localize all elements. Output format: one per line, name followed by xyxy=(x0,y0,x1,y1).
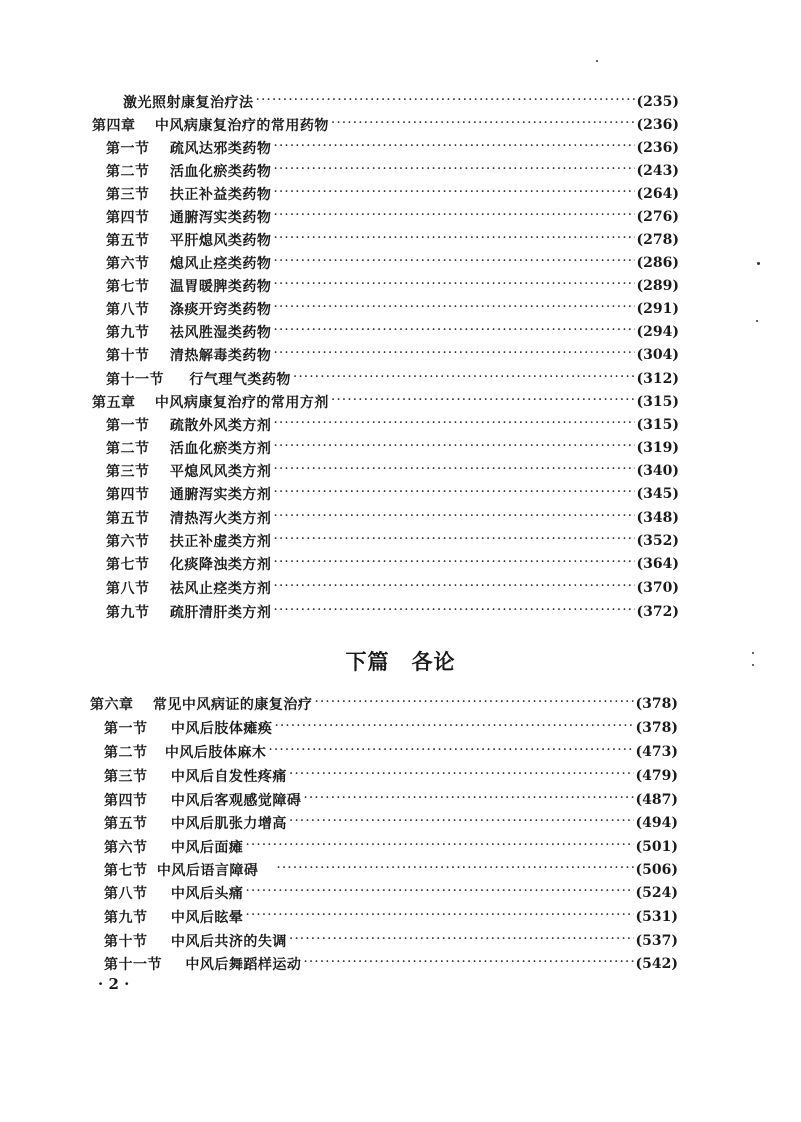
toc-entry-page: (312) xyxy=(636,371,679,387)
toc-section xyxy=(106,368,679,390)
toc-entry-title: 中风后头痛 xyxy=(170,886,244,902)
toc-entry-number: 第七节 xyxy=(106,557,150,573)
toc-entry-title: 扶正补益类药物 xyxy=(169,187,272,203)
toc-entry-title: 清热泻火类方剂 xyxy=(169,511,272,527)
toc-section xyxy=(106,344,679,366)
toc-entry-page: (524) xyxy=(635,885,678,901)
toc-section xyxy=(104,741,678,763)
toc-entry-page: (352) xyxy=(636,533,679,549)
scan-speck xyxy=(752,664,754,666)
toc-entry-title: 活血化瘀类方剂 xyxy=(169,441,272,457)
toc-entry-number: 第五节 xyxy=(106,511,150,527)
toc-entry-number: 第八节 xyxy=(106,302,150,318)
toc-entry-title: 中风后客观感觉障碍 xyxy=(170,793,302,809)
toc-entry-page: (370) xyxy=(636,580,679,596)
leader-dots xyxy=(256,95,635,109)
toc-entry-title: 祛风胜湿类药物 xyxy=(169,325,272,341)
toc-entry-page: (473) xyxy=(635,744,678,760)
toc-entry-number: 第五节 xyxy=(104,816,148,832)
leader-dots xyxy=(273,348,634,362)
leader-dots xyxy=(273,325,634,339)
toc-entry-page: (542) xyxy=(635,956,678,972)
leader-dots xyxy=(289,769,634,783)
toc-entry-number: 第十一节 xyxy=(104,957,162,973)
toc-entry-page: (345) xyxy=(636,486,679,502)
leader-dots xyxy=(303,957,633,971)
leader-dots xyxy=(289,934,634,948)
toc-entry-number: 第五章 xyxy=(92,395,136,411)
toc-entry-title: 通腑泻实类药物 xyxy=(169,210,272,226)
toc-entry-title: 平肝熄风类药物 xyxy=(169,233,272,249)
toc-section xyxy=(106,252,679,274)
toc-entry-title: 清热解毒类药物 xyxy=(169,348,272,364)
toc-entry-title: 中风后肢体麻木 xyxy=(164,745,267,761)
leader-dots xyxy=(273,141,634,155)
toc-entry-number: 第九节 xyxy=(106,325,150,341)
toc-entry-title: 平熄风风类方剂 xyxy=(169,464,272,480)
toc-section xyxy=(106,275,679,297)
toc-entry-page: (487) xyxy=(635,792,678,808)
leader-dots xyxy=(273,256,634,270)
toc-entry-number: 第六章 xyxy=(90,697,134,713)
leader-dots xyxy=(293,372,635,386)
leader-dots xyxy=(273,233,634,247)
toc-section xyxy=(106,601,679,623)
toc-entry-page: (315) xyxy=(636,417,679,433)
toc-entry-page: (501) xyxy=(635,839,678,855)
leader-dots xyxy=(274,721,633,735)
leader-dots xyxy=(303,793,633,807)
toc-entry-page: (340) xyxy=(636,463,679,479)
toc-section xyxy=(104,836,678,858)
toc-entry-page: (364) xyxy=(636,556,679,572)
toc-entry-page: (304) xyxy=(636,347,679,363)
toc-entry-number: 第八节 xyxy=(106,581,150,597)
toc-entry-number: 第十一节 xyxy=(106,372,164,388)
leader-dots xyxy=(273,210,634,224)
toc-entry-page: (537) xyxy=(635,933,678,949)
leader-dots xyxy=(273,464,634,478)
toc-entry-title: 激光照射康复治疗法 xyxy=(123,95,254,111)
toc-entry-number: 第二节 xyxy=(106,441,150,457)
toc-entry-page: (378) xyxy=(635,696,678,712)
toc-entry-page: (531) xyxy=(635,909,678,925)
toc-entry-page: (243) xyxy=(636,163,679,179)
toc-entry-page: (315) xyxy=(636,394,679,410)
toc-entry-number: 第四节 xyxy=(106,210,150,226)
toc-section xyxy=(106,577,679,599)
toc-entry-page: (319) xyxy=(636,440,679,456)
leader-dots xyxy=(273,487,634,501)
leader-dots xyxy=(331,395,635,409)
leader-dots xyxy=(331,118,635,132)
toc-chapter xyxy=(92,391,679,413)
toc-entry xyxy=(123,91,679,113)
toc-entry-page: (236) xyxy=(636,140,679,156)
toc-section xyxy=(106,553,679,575)
toc-entry-title: 中风病康复治疗的常用方剂 xyxy=(154,395,329,411)
toc-section xyxy=(106,298,679,320)
leader-dots xyxy=(245,910,633,924)
toc-entry-number: 第九节 xyxy=(104,910,148,926)
toc-entry-page: (494) xyxy=(635,815,678,831)
toc-entry-number: 第十节 xyxy=(106,348,150,364)
leader-dots xyxy=(273,279,634,293)
toc-entry-title: 熄风止痉类药物 xyxy=(169,256,272,272)
toc-entry-number: 第六节 xyxy=(104,840,148,856)
toc-entry-page: (348) xyxy=(636,510,679,526)
toc-section xyxy=(106,437,679,459)
toc-entry-title: 中风后舞蹈样运动 xyxy=(185,957,302,973)
toc-entry-title: 中风后语言障碍 xyxy=(156,863,259,879)
toc-entry-number: 第二节 xyxy=(106,164,150,180)
part-subtitle: 各论 xyxy=(411,649,456,674)
toc-entry-title: 疏肝清肝类方剂 xyxy=(169,605,272,621)
toc-entry-page: (372) xyxy=(636,604,679,620)
toc-entry-number: 第四节 xyxy=(106,487,150,503)
leader-dots xyxy=(273,302,634,316)
toc-entry-page: (294) xyxy=(636,324,679,340)
toc-entry-page: (236) xyxy=(636,117,679,133)
toc-entry-number: 第十节 xyxy=(104,934,148,950)
toc-entry-title: 疏风达邪类药物 xyxy=(169,141,272,157)
toc-entry-page: (235) xyxy=(636,94,679,110)
toc-section xyxy=(104,906,678,928)
leader-dots xyxy=(268,745,633,759)
toc-entry-title: 温胃暖脾类药物 xyxy=(169,279,272,295)
toc-entry-title: 化痰降浊类方剂 xyxy=(169,557,272,573)
leader-dots xyxy=(273,164,634,178)
toc-entry-number: 第六节 xyxy=(106,256,150,272)
toc-entry-page: (479) xyxy=(635,768,678,784)
leader-dots xyxy=(273,557,634,571)
toc-section xyxy=(106,137,679,159)
toc-entry-title: 疏散外风类方剂 xyxy=(169,418,272,434)
toc-entry-title: 涤痰开窍类药物 xyxy=(169,302,272,318)
toc-entry-number: 第七节 xyxy=(106,279,150,295)
toc-entry-title: 常见中风病证的康复治疗 xyxy=(152,697,313,713)
toc-entry-number: 第五节 xyxy=(106,233,150,249)
part-name: 下篇 xyxy=(345,649,390,674)
toc-entry-page: (264) xyxy=(636,186,679,202)
leader-dots xyxy=(273,534,634,548)
toc-entry-page: (378) xyxy=(635,720,678,736)
toc-entry-page: (506) xyxy=(635,862,678,878)
toc-entry-title: 行气理气类药物 xyxy=(189,372,291,388)
toc-section xyxy=(106,206,679,228)
toc-section xyxy=(106,483,679,505)
toc-section xyxy=(106,507,679,529)
leader-dots xyxy=(245,840,633,854)
leader-dots xyxy=(273,418,634,432)
toc-entry-title: 祛风止痉类方剂 xyxy=(169,581,272,597)
toc-entry-number: 第一节 xyxy=(106,141,150,157)
toc-entry-page: (278) xyxy=(636,232,679,248)
toc-entry-title: 活血化瘀类药物 xyxy=(169,164,272,180)
leader-dots xyxy=(276,863,633,877)
toc-section xyxy=(104,882,678,904)
toc-entry-title: 通腑泻实类方剂 xyxy=(169,487,272,503)
toc-section xyxy=(106,321,679,343)
toc-section xyxy=(104,765,678,787)
toc-entry-title: 扶正补虚类方剂 xyxy=(169,534,272,550)
toc-entry-number: 第六节 xyxy=(106,534,150,550)
toc-section xyxy=(104,859,678,881)
toc-section xyxy=(104,930,678,952)
toc-entry-title: 中风后肢体瘫痪 xyxy=(170,721,273,737)
toc-entry-page: (276) xyxy=(636,209,679,225)
toc-entry-number: 第三节 xyxy=(106,464,150,480)
scan-speck xyxy=(756,320,758,322)
toc-section xyxy=(104,953,678,975)
leader-dots xyxy=(245,886,633,900)
toc-entry-title: 中风后自发性疼痛 xyxy=(170,769,287,785)
toc-section xyxy=(106,460,679,482)
toc-entry-number: 第八节 xyxy=(104,886,148,902)
toc-entry-number: 第九节 xyxy=(106,605,150,621)
page-number: · 2 · xyxy=(98,975,130,993)
toc-entry-page: (286) xyxy=(636,255,679,271)
toc-entry-number: 第一节 xyxy=(106,418,150,434)
scan-speck xyxy=(752,652,754,654)
toc-entry-number: 第一节 xyxy=(104,721,148,737)
toc-section xyxy=(106,530,679,552)
toc-entry-number: 第三节 xyxy=(106,187,150,203)
toc-entry-page: (289) xyxy=(636,278,679,294)
leader-dots xyxy=(273,511,634,525)
toc-section xyxy=(106,183,679,205)
leader-dots xyxy=(314,697,633,711)
toc-section xyxy=(104,717,678,739)
toc-entry-number: 第二节 xyxy=(104,745,148,761)
leader-dots xyxy=(273,605,634,619)
toc-section xyxy=(104,812,678,834)
toc-entry-title: 中风病康复治疗的常用药物 xyxy=(154,118,329,134)
toc-section xyxy=(106,414,679,436)
leader-dots xyxy=(273,187,634,201)
toc-chapter xyxy=(92,114,679,136)
toc-entry-number: 第三节 xyxy=(104,769,148,785)
toc-entry-title: 中风后肌张力增高 xyxy=(170,816,287,832)
leader-dots xyxy=(289,816,634,830)
toc-entry-number: 第四章 xyxy=(92,118,136,134)
toc-section xyxy=(106,229,679,251)
scan-speck xyxy=(757,262,760,265)
leader-dots xyxy=(273,441,634,455)
toc-entry-number: 第七节 xyxy=(104,863,148,879)
toc-chapter xyxy=(90,693,678,715)
toc-entry-number: 第四节 xyxy=(104,793,148,809)
toc-section xyxy=(106,160,679,182)
toc-entry-title: 中风后眩晕 xyxy=(170,910,244,926)
toc-section xyxy=(104,789,678,811)
toc-entry-title: 中风后面瘫 xyxy=(170,840,244,856)
leader-dots xyxy=(273,581,634,595)
toc-entry-page: (291) xyxy=(636,301,679,317)
toc-entry-title: 中风后共济的失调 xyxy=(170,934,287,950)
part-heading xyxy=(0,646,801,676)
scan-speck xyxy=(596,60,598,62)
